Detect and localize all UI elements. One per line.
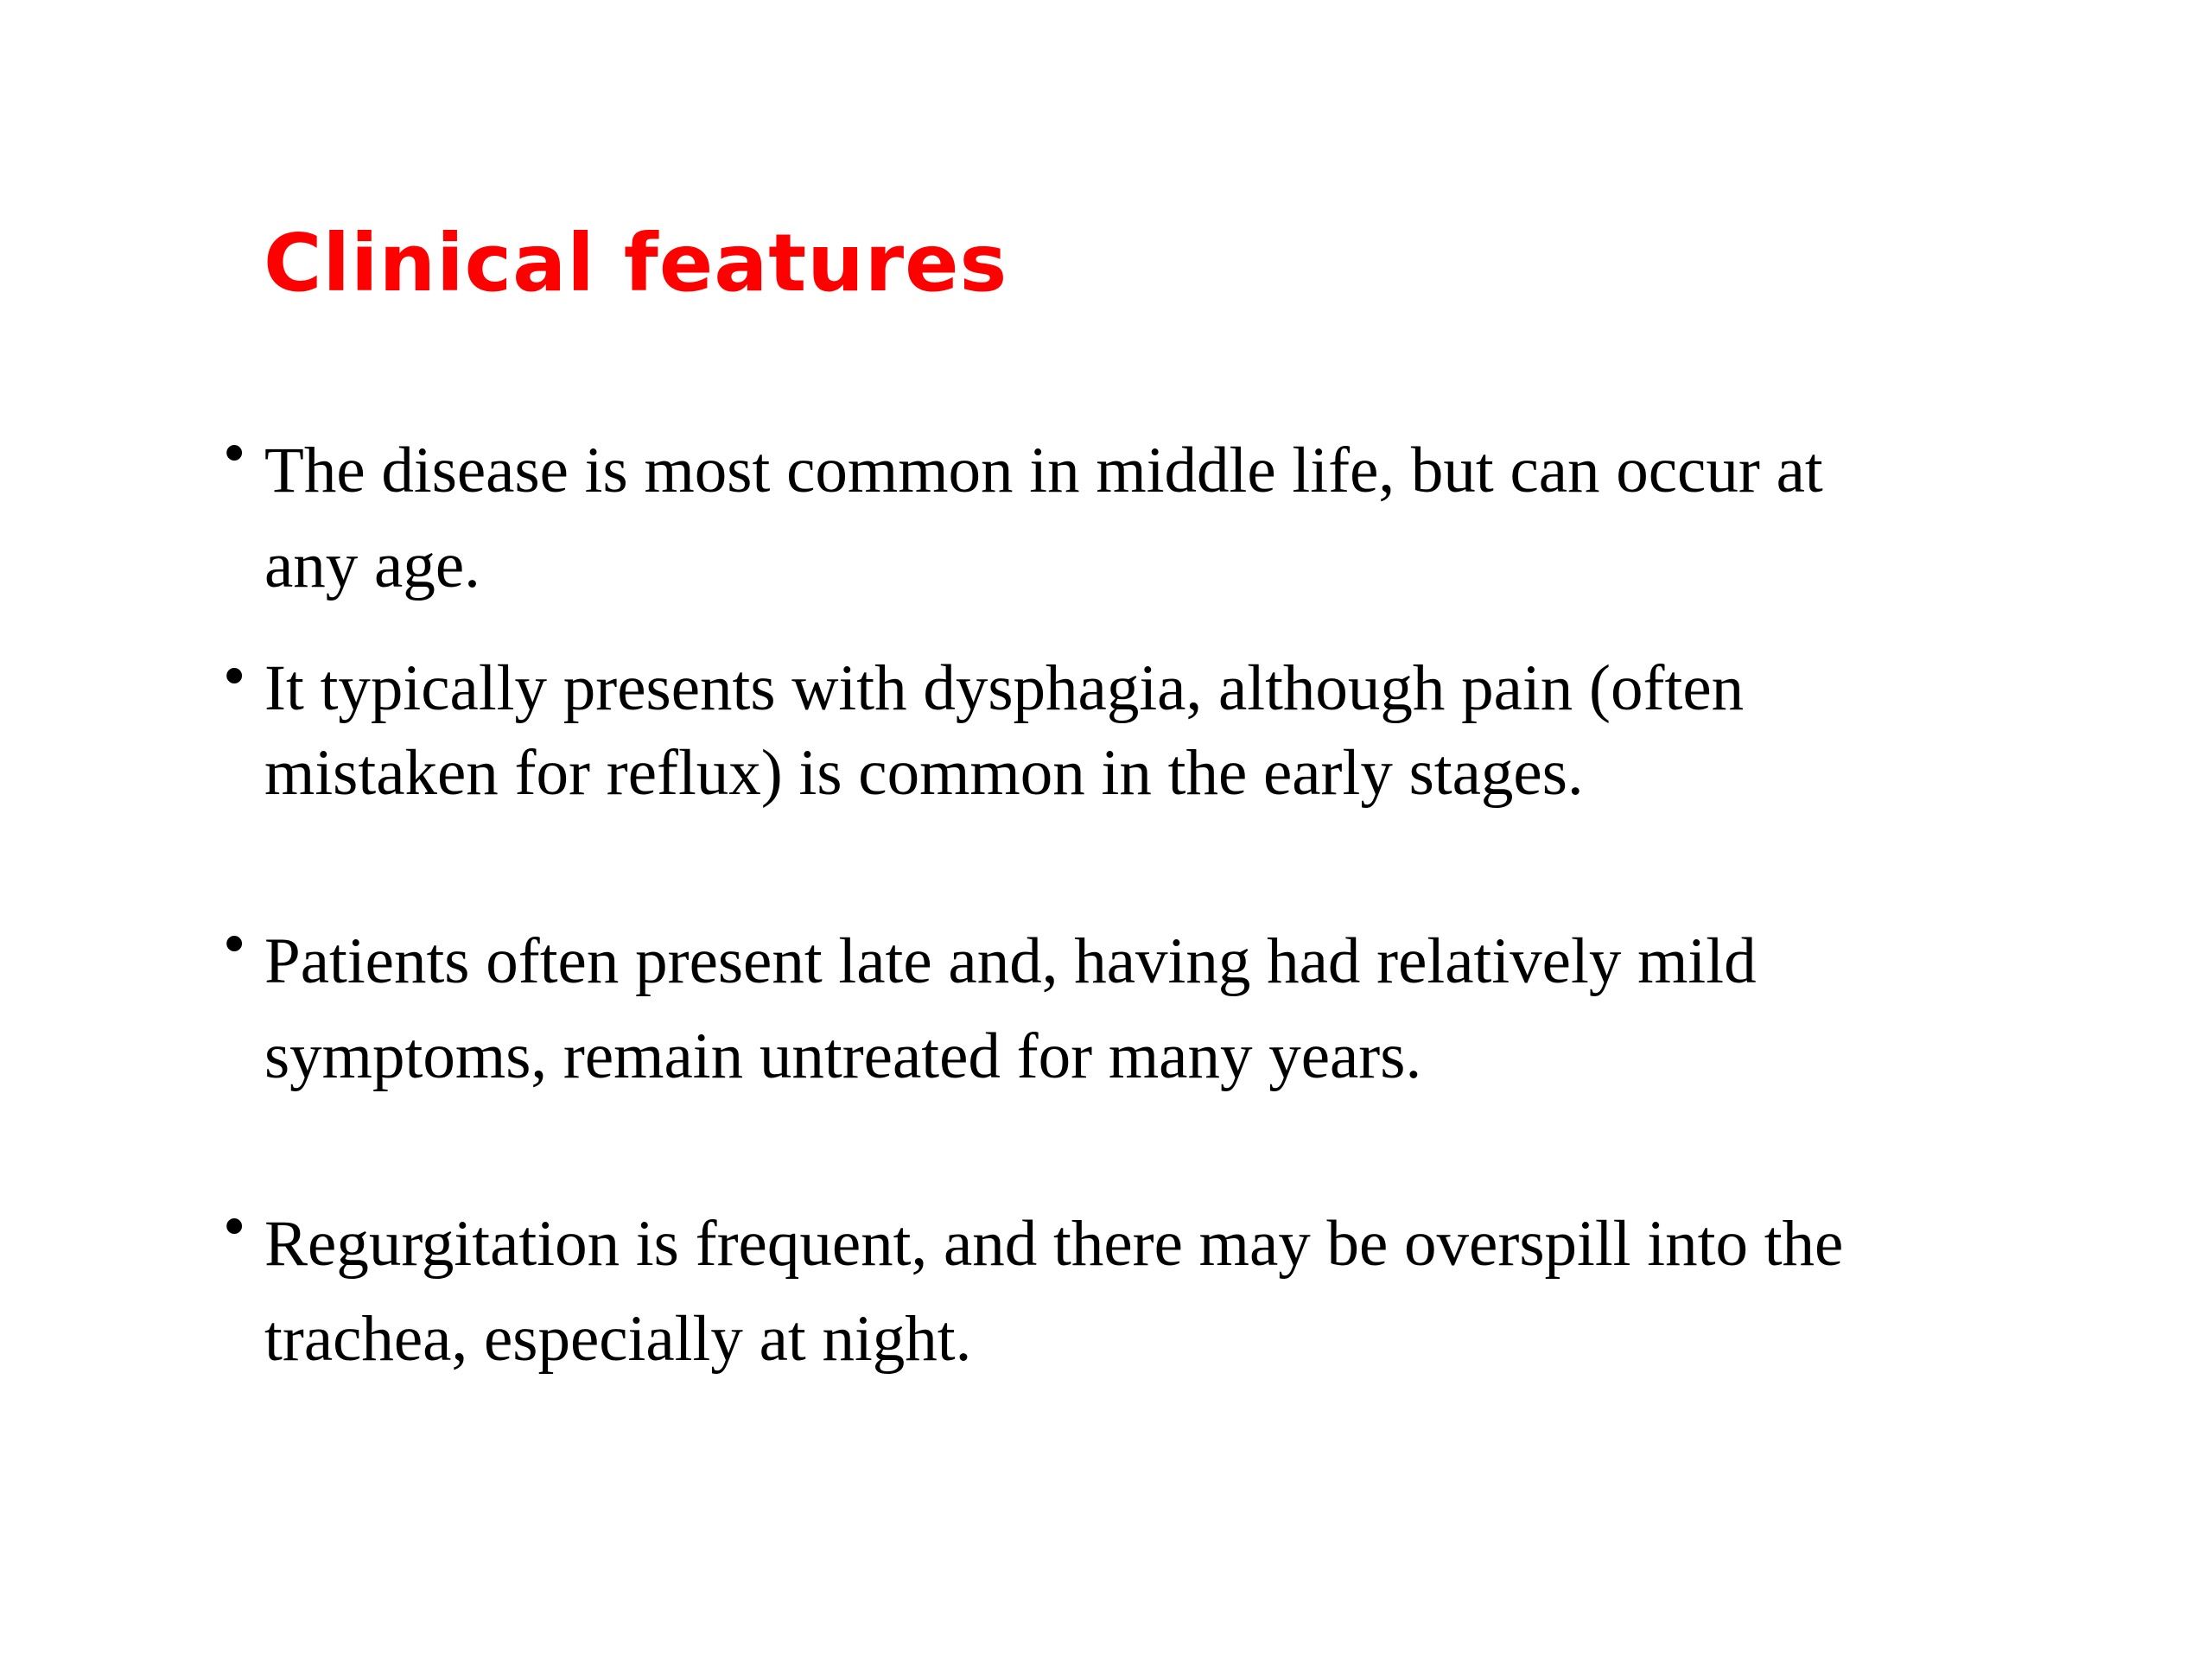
bullet-text-line: mistaken for reflux) is common in the early stages. — [264, 737, 1584, 809]
bullet-text-line: Regurgitation is frequent, and there may be overspill into the — [264, 1208, 1844, 1280]
bullet-item — [223, 417, 2037, 613]
bullet-text-line: The disease is most common in middle life, but can occur at — [264, 435, 1823, 506]
slide-title: Clinical features — [264, 217, 1008, 309]
bullet-item — [223, 1191, 2037, 1387]
bullet-text-line: any age. — [264, 530, 480, 601]
bullet-dot-icon: • — [223, 908, 246, 980]
bullet-dot-icon: • — [223, 417, 246, 489]
bullet-text-line: It typically presents with dysphagia, although pain (often — [264, 652, 1745, 724]
bullet-item — [223, 908, 2037, 1104]
bullet-dot-icon: • — [223, 1191, 246, 1262]
bullet-text-line: symptoms, remain untreated for many years. — [264, 1020, 1422, 1092]
bullet-dot-icon: • — [223, 640, 246, 712]
bullet-item — [223, 640, 2037, 816]
bullet-text-line: Patients often present late and, having had relatively mild — [264, 925, 1757, 997]
bullet-text-line: trachea, especially at night. — [264, 1303, 972, 1375]
